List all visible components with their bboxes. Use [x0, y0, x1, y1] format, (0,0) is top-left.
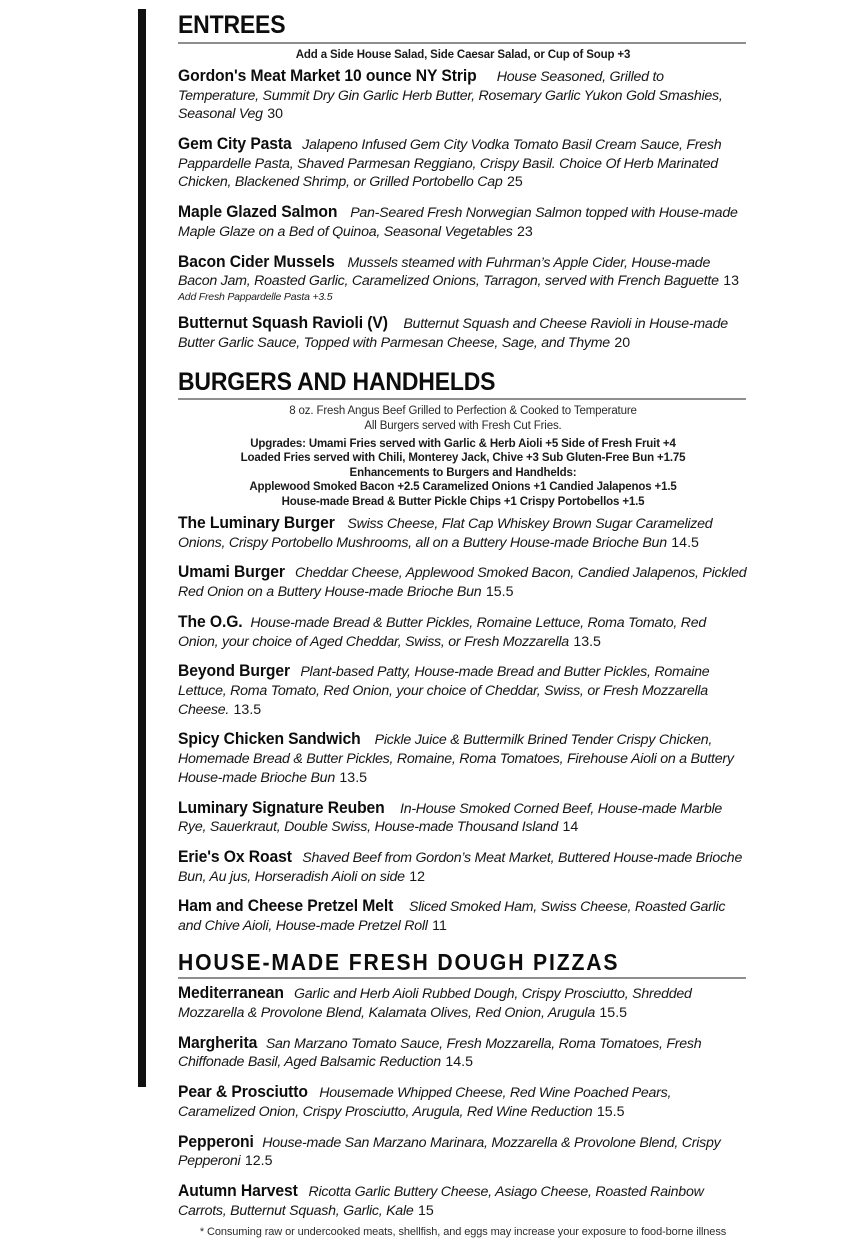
item-name: Gem City Pasta	[178, 135, 292, 154]
item-name: Pepperoni	[178, 1132, 254, 1151]
item-price: 13.5	[233, 701, 262, 718]
item-description: Cheddar Cheese, Applewood Smoked Bacon, Candied Jalapenos, Pickled Red Onion on a Buttery House-made Brioche Bun	[178, 565, 747, 601]
item-price: 14.5	[671, 534, 699, 551]
item-name: Ham and Cheese Pretzel Melt	[178, 897, 394, 916]
section-entrees	[178, 12, 748, 353]
item-price: 12.5	[244, 1153, 273, 1170]
item-name: Umami Burger	[178, 563, 285, 582]
item-price: 15.5	[599, 1004, 628, 1021]
item-addon-note: Add Fresh Pappardelle Pasta +3.5	[178, 291, 333, 304]
item-description: House Seasoned, Grilled to Temperature, Summit Dry Gin Garlic Herb Butter, Rosemary Garlic Yukon Gold Smashies, Seasonal Veg	[178, 68, 723, 123]
menu-item	[178, 1182, 748, 1220]
section-title-burgers: BURGERS AND HANDHELDS	[178, 367, 496, 396]
menu-item	[178, 897, 748, 935]
item-description: House-made San Marzano Marinara, Mozzarella & Provolone Blend, Crispy Pepperoni	[178, 1134, 721, 1170]
section-title-pizzas: HOUSE-MADE FRESH DOUGH PIZZAS	[178, 948, 620, 975]
menu-item	[178, 984, 748, 1022]
item-name: Beyond Burger	[178, 662, 290, 681]
item-name: Maple Glazed Salmon	[178, 203, 338, 222]
item-price: 13.5	[339, 769, 368, 786]
item-price: 23	[517, 223, 533, 240]
item-description: In-House Smoked Corned Beef, House-made Marble Rye, Sauerkraut, Double Swiss, House-made Thousand Island	[178, 800, 723, 836]
item-price: 30	[267, 106, 284, 123]
menu-item	[178, 1034, 748, 1072]
burgers-note-light	[178, 404, 748, 433]
burgers-item-list	[178, 514, 748, 936]
menu-item	[178, 135, 748, 192]
item-description: Housemade Whipped Cheese, Red Wine Poached Pears, Caramelized Onion, Crispy Prosciutto, Arugula, Red Wine Reduction	[178, 1085, 672, 1120]
item-price: 25	[506, 174, 523, 191]
item-description: Mussels steamed with Fuhrman’s Apple Cider, House-made Bacon Jam, Roasted Garlic, Caramelized Onions, Tarragon, served with French Baguette	[178, 254, 719, 290]
item-name: The Luminary Burger	[178, 513, 335, 532]
menu-item	[178, 662, 748, 719]
item-name: Margherita	[178, 1033, 258, 1052]
menu-item	[178, 730, 748, 787]
entrees-note	[178, 48, 748, 62]
item-price: 15	[417, 1202, 434, 1219]
menu-item	[178, 613, 748, 651]
item-name: Erie's Ox Roast	[178, 847, 292, 866]
item-price: 20	[614, 335, 631, 352]
burgers-note-line-1: Upgrades: Umami Fries served with Garlic & Herb Aioli +5 Side of Fresh Fruit +4	[250, 438, 676, 451]
item-name: Autumn Harvest	[178, 1181, 298, 1200]
section-rule-burgers	[178, 398, 746, 400]
menu-item	[178, 848, 748, 886]
item-description: Plant-based Patty, House-made Bread and Butter Pickles, Romaine Lettuce, Roma Tomato, Red Onion, your choice of Cheddar, Swiss, or Fresh Mozzarella Cheese.	[178, 664, 710, 718]
item-description: Pan-Seared Fresh Norwegian Salmon topped with House-made Maple Glaze on a Bed of Quinoa, Seasonal Vegetables	[178, 205, 738, 240]
pizzas-item-list	[178, 984, 748, 1220]
menu-content	[178, 12, 748, 1238]
section-burgers-and-handhelds	[178, 369, 748, 936]
entrees-item-list	[178, 67, 748, 353]
item-price: 15.5	[596, 1103, 625, 1120]
item-name: Gordon's Meat Market 10 ounce NY Strip	[178, 66, 477, 85]
menu-item	[178, 563, 748, 601]
burgers-upgrades-note	[178, 437, 748, 509]
item-description: San Marzano Tomato Sauce, Fresh Mozzarella, Roma Tomatoes, Fresh Chiffonade Basil, Aged Balsamic Reduction	[178, 1035, 702, 1071]
burgers-note-line-4: Applewood Smoked Bacon +2.5 Caramelized Onions +1 Candied Jalapenos +1.5	[249, 481, 677, 494]
menu-item	[178, 799, 748, 837]
item-price: 11	[432, 918, 447, 935]
item-name: Spicy Chicken Sandwich	[178, 730, 361, 749]
section-rule-entrees	[178, 42, 746, 44]
burgers-note-line-2: Loaded Fries served with Chili, Monterey Jack, Chive +3 Sub Gluten-Free Bun +1.75	[240, 452, 686, 465]
item-price: 14.5	[445, 1054, 473, 1071]
item-description: Jalapeno Infused Gem City Vodka Tomato Basil Cream Sauce, Fresh Pappardelle Pasta, Shaved Parmesan Reggiano, Crispy Basil. Choice Of Herb Marinated Chicken, Blackened Shrimp, or Grilled Portobello Cap	[178, 137, 722, 191]
item-description: Butternut Squash and Cheese Ravioli in House-made Butter Garlic Sauce, Topped with Parmesan Cheese, Sage, and Thyme	[178, 316, 728, 352]
menu-item	[178, 253, 748, 304]
burgers-note-light-line-2: All Burgers served with Fresh Cut Fries.	[364, 419, 562, 432]
burgers-note-line-3: Enhancements to Burgers and Handhelds:	[349, 466, 577, 479]
section-title-entrees: ENTREES	[178, 11, 286, 39]
section-rule-pizzas	[178, 977, 746, 979]
item-description: Shaved Beef from Gordon’s Meat Market, Buttered House-made Brioche Bun, Au jus, Horseradish Aioli on side	[178, 849, 743, 885]
item-name: Bacon Cider Mussels	[178, 252, 335, 271]
menu-item	[178, 514, 748, 552]
menu-item	[178, 67, 748, 124]
item-description: Sliced Smoked Ham, Swiss Cheese, Roasted Garlic and Chive Aioli, House-made Pretzel Roll	[178, 899, 726, 935]
item-name: Mediterranean	[178, 984, 284, 1003]
item-name: Butternut Squash Ravioli (V)	[178, 314, 388, 333]
section-pizzas	[178, 950, 748, 1221]
menu-item	[178, 1083, 748, 1121]
item-description: Ricotta Garlic Buttery Cheese, Asiago Cheese, Roasted Rainbow Carrots, Butternut Squash, Garlic, Kale	[178, 1183, 704, 1219]
item-description: Swiss Cheese, Flat Cap Whiskey Brown Sugar Caramelized Onions, Crispy Portobello Mushrooms, all on a Buttery House-made Brioche Bun	[178, 515, 713, 551]
item-price: 12	[409, 868, 426, 885]
item-description: House-made Bread & Butter Pickles, Romaine Lettuce, Roma Tomato, Red Onion, your choice of Aged Cheddar, Swiss, or Fresh Mozzarella	[178, 614, 707, 650]
allergen-footnote: * Consuming raw or undercooked meats, shellfish, and eggs may increase your exposure to food-borne illness	[199, 1226, 727, 1238]
entrees-note-line-1: Add a Side House Salad, Side Caesar Salad, or Cup of Soup +3	[295, 48, 631, 61]
burgers-note-line-5: House-made Bread & Butter Pickle Chips +1 Crispy Portobellos +1.5	[281, 495, 645, 508]
item-price: 15.5	[485, 584, 514, 601]
item-description: Garlic and Herb Aioli Rubbed Dough, Crispy Prosciutto, Shredded Mozzarella & Provolone Blend, Kalamata Olives, Red Onion, Arugula	[178, 986, 692, 1021]
item-price: 14	[562, 819, 579, 836]
menu-item	[178, 203, 748, 241]
item-name: Pear & Prosciutto	[178, 1083, 308, 1102]
burgers-note-light-line-1: 8 oz. Fresh Angus Beef Grilled to Perfection & Cooked to Temperature	[289, 405, 637, 418]
item-name: The O.G.	[178, 612, 243, 631]
item-name: Luminary Signature Reuben	[178, 798, 385, 817]
menu-item	[178, 314, 748, 352]
item-price: 13	[723, 273, 739, 290]
menu-item	[178, 1133, 748, 1171]
left-accent-bar	[138, 9, 146, 1087]
item-description: Pickle Juice & Buttermilk Brined Tender Crispy Chicken, Homemade Bread & Butter Pickles, Romaine, Roma Tomatoes, Firehouse Aioli on a Buttery House-made Brioche Bun	[178, 732, 734, 786]
item-price: 13.5	[573, 633, 601, 650]
